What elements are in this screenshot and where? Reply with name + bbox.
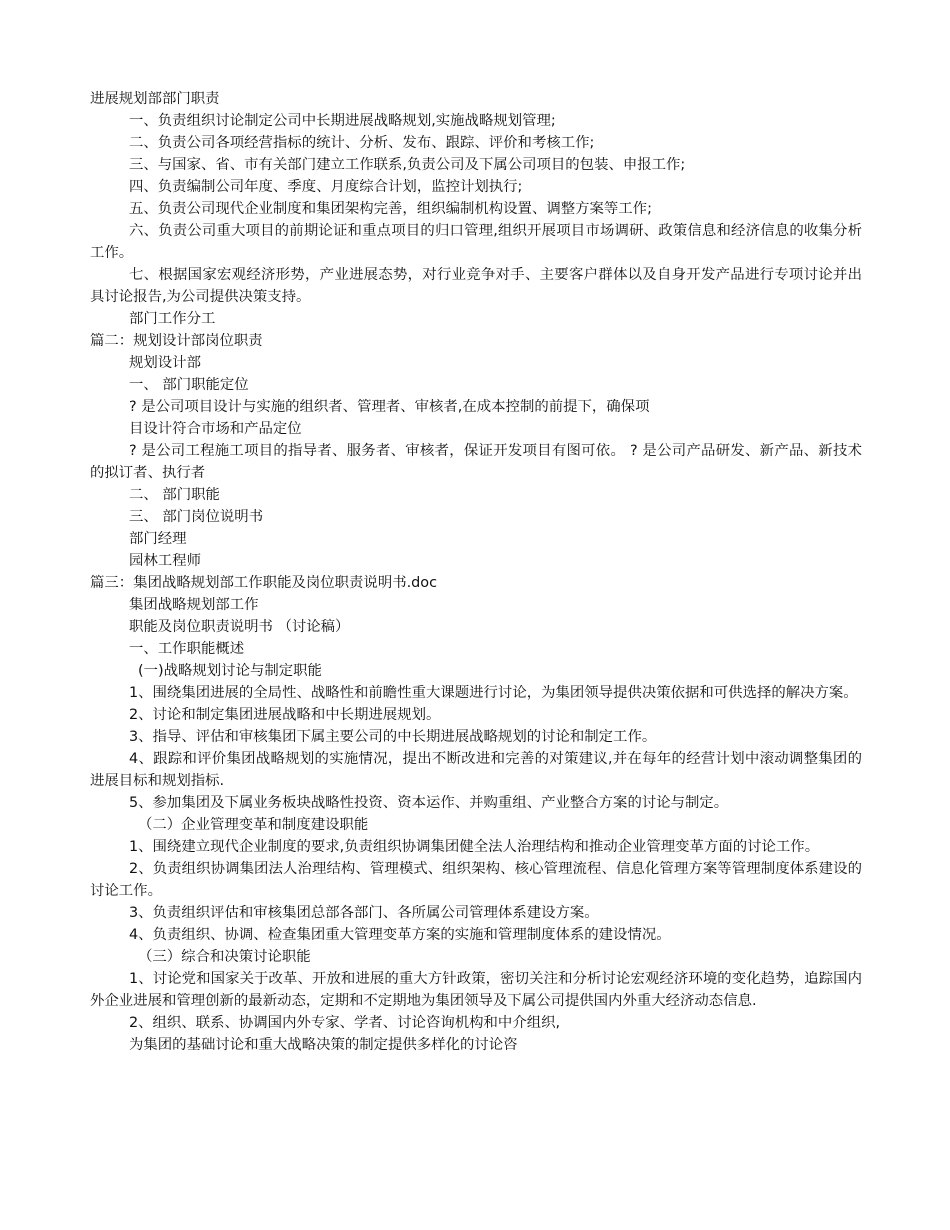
strategy-item-1: 1、围绕集团进展的全局性、战略性和前瞻性重大课题进行讨论，为集团领导提供决策依据和可供选择的解决方案。 <box>129 685 858 701</box>
duty-item-1: 一、负责组织讨论制定公司中长期进展战略规划,实施战略规划管理; <box>129 113 556 129</box>
positioning-title: 一、 部门职能定位 <box>129 377 249 393</box>
department-functions: 二、 部门职能 <box>129 487 220 503</box>
section1-footer: 部门工作分工 <box>129 311 216 327</box>
document-page <box>90 88 862 1056</box>
duty-item-5: 五、负责公司现代企业制度和集团架构完善，组织编制机构设置、调整方案等工作; <box>129 201 652 217</box>
strategy-item-4: 4、跟踪和评价集团战略规划的实施情况，提出不断改进和完善的对策建议,并在每年的经营计划中滚动调整集团的进展目标和规划指标. <box>90 751 862 789</box>
job-descriptions: 三、 部门岗位说明书 <box>129 509 264 525</box>
strategy-item-5: 5、参加集团及下属业务板块战略性投资、资本运作、并购重组、产业整合方案的讨论与制定。 <box>129 795 729 811</box>
duty-item-6: 六、负责公司重大项目的前期论证和重点项目的归口管理,组织开展项目市场调研、政策信息和经济信息的收集分析工作。 <box>90 223 863 261</box>
subsection-3-title: （三）综合和决策讨论职能 <box>138 949 311 965</box>
section3-title-1: 集团战略规划部工作 <box>129 597 259 613</box>
role-department-manager: 部门经理 <box>129 531 187 547</box>
duty-item-4: 四、负责编制公司年度、季度、月度综合计划，监控计划执行; <box>129 179 523 195</box>
research-item-2: 2、组织、联系、协调国内外专家、学者、讨论咨询机构和中介组织, <box>129 1015 561 1031</box>
research-last-line: 为集团的基础讨论和重大战略决策的制定提供多样化的讨论咨 <box>129 1037 518 1053</box>
duty-item-3: 三、与国家、省、市有关部门建立工作联系,负责公司及下属公司项目的包装、申报工作; <box>129 157 686 173</box>
section1-heading: 进展规划部部门职责 <box>90 91 220 107</box>
section3-title-2: 职能及岗位职责说明书 （讨论稿） <box>129 619 350 635</box>
strategy-item-3: 3、指导、评估和审核集团下属主要公司的中长期进展战略规划的讨论和制定工作。 <box>129 729 657 745</box>
strategy-item-2: 2、讨论和制定集团进展战略和中长期进展规划。 <box>129 707 441 723</box>
reform-item-2: 2、负责组织协调集团法人治理结构、管理模式、组织架构、核心管理流程、信息化管理方案等管理制度体系建设的讨论工作。 <box>90 861 862 899</box>
subsection-2-title: （二）企业管理变革和制度建设职能 <box>138 817 369 833</box>
positioning-paragraph: ? 是公司工程施工项目的指导者、服务者、审核者，保证开发项目有图可依。 ? 是公司产品研发、新产品、新技术的拟订者、执行者 <box>90 443 862 481</box>
section3-heading: 篇三：集团战略规划部工作职能及岗位职责说明书.doc <box>90 575 438 591</box>
positioning-line-1: ? 是公司项目设计与实施的组织者、管理者、审核者,在成本控制的前提下，确保项 <box>129 399 650 415</box>
subsection-1-title: (一)战略规划讨论与制定职能 <box>138 663 322 679</box>
section2-heading: 篇二：规划设计部岗位职责 <box>90 333 263 349</box>
positioning-line-2: 目设计符合市场和产品定位 <box>129 421 302 437</box>
research-item-1: 1、讨论党和国家关于改革、开放和进展的重大方针政策，密切关注和分析讨论宏观经济环境的变化趋势，追踪国内外企业进展和管理创新的最新动态，定期和不定期地为集团领导及下属公司提供国内外重大经济动态信息. <box>90 971 862 1009</box>
reform-item-1: 1、围绕建立现代企业制度的要求,负责组织协调集团健全法人治理结构和推动企业管理变革方面的讨论工作。 <box>129 839 820 855</box>
overview-heading: 一、工作职能概述 <box>129 641 245 657</box>
reform-item-3: 3、负责组织评估和审核集团总部各部门、各所属公司管理体系建设方案。 <box>129 905 599 921</box>
role-landscape-engineer: 园林工程师 <box>129 553 201 569</box>
duty-item-2: 二、负责公司各项经营指标的统计、分析、发布、跟踪、评价和考核工作; <box>129 135 595 151</box>
section2-subheading: 规划设计部 <box>129 355 201 371</box>
reform-item-4: 4、负责组织、协调、检查集团重大管理变革方案的实施和管理制度体系的建设情况。 <box>129 927 671 943</box>
duty-item-7: 七、根据国家宏观经济形势，产业进展态势，对行业竞争对手、主要客户群体以及自身开发产品进行专项讨论并出具讨论报告,为公司提供决策支持。 <box>90 267 862 305</box>
